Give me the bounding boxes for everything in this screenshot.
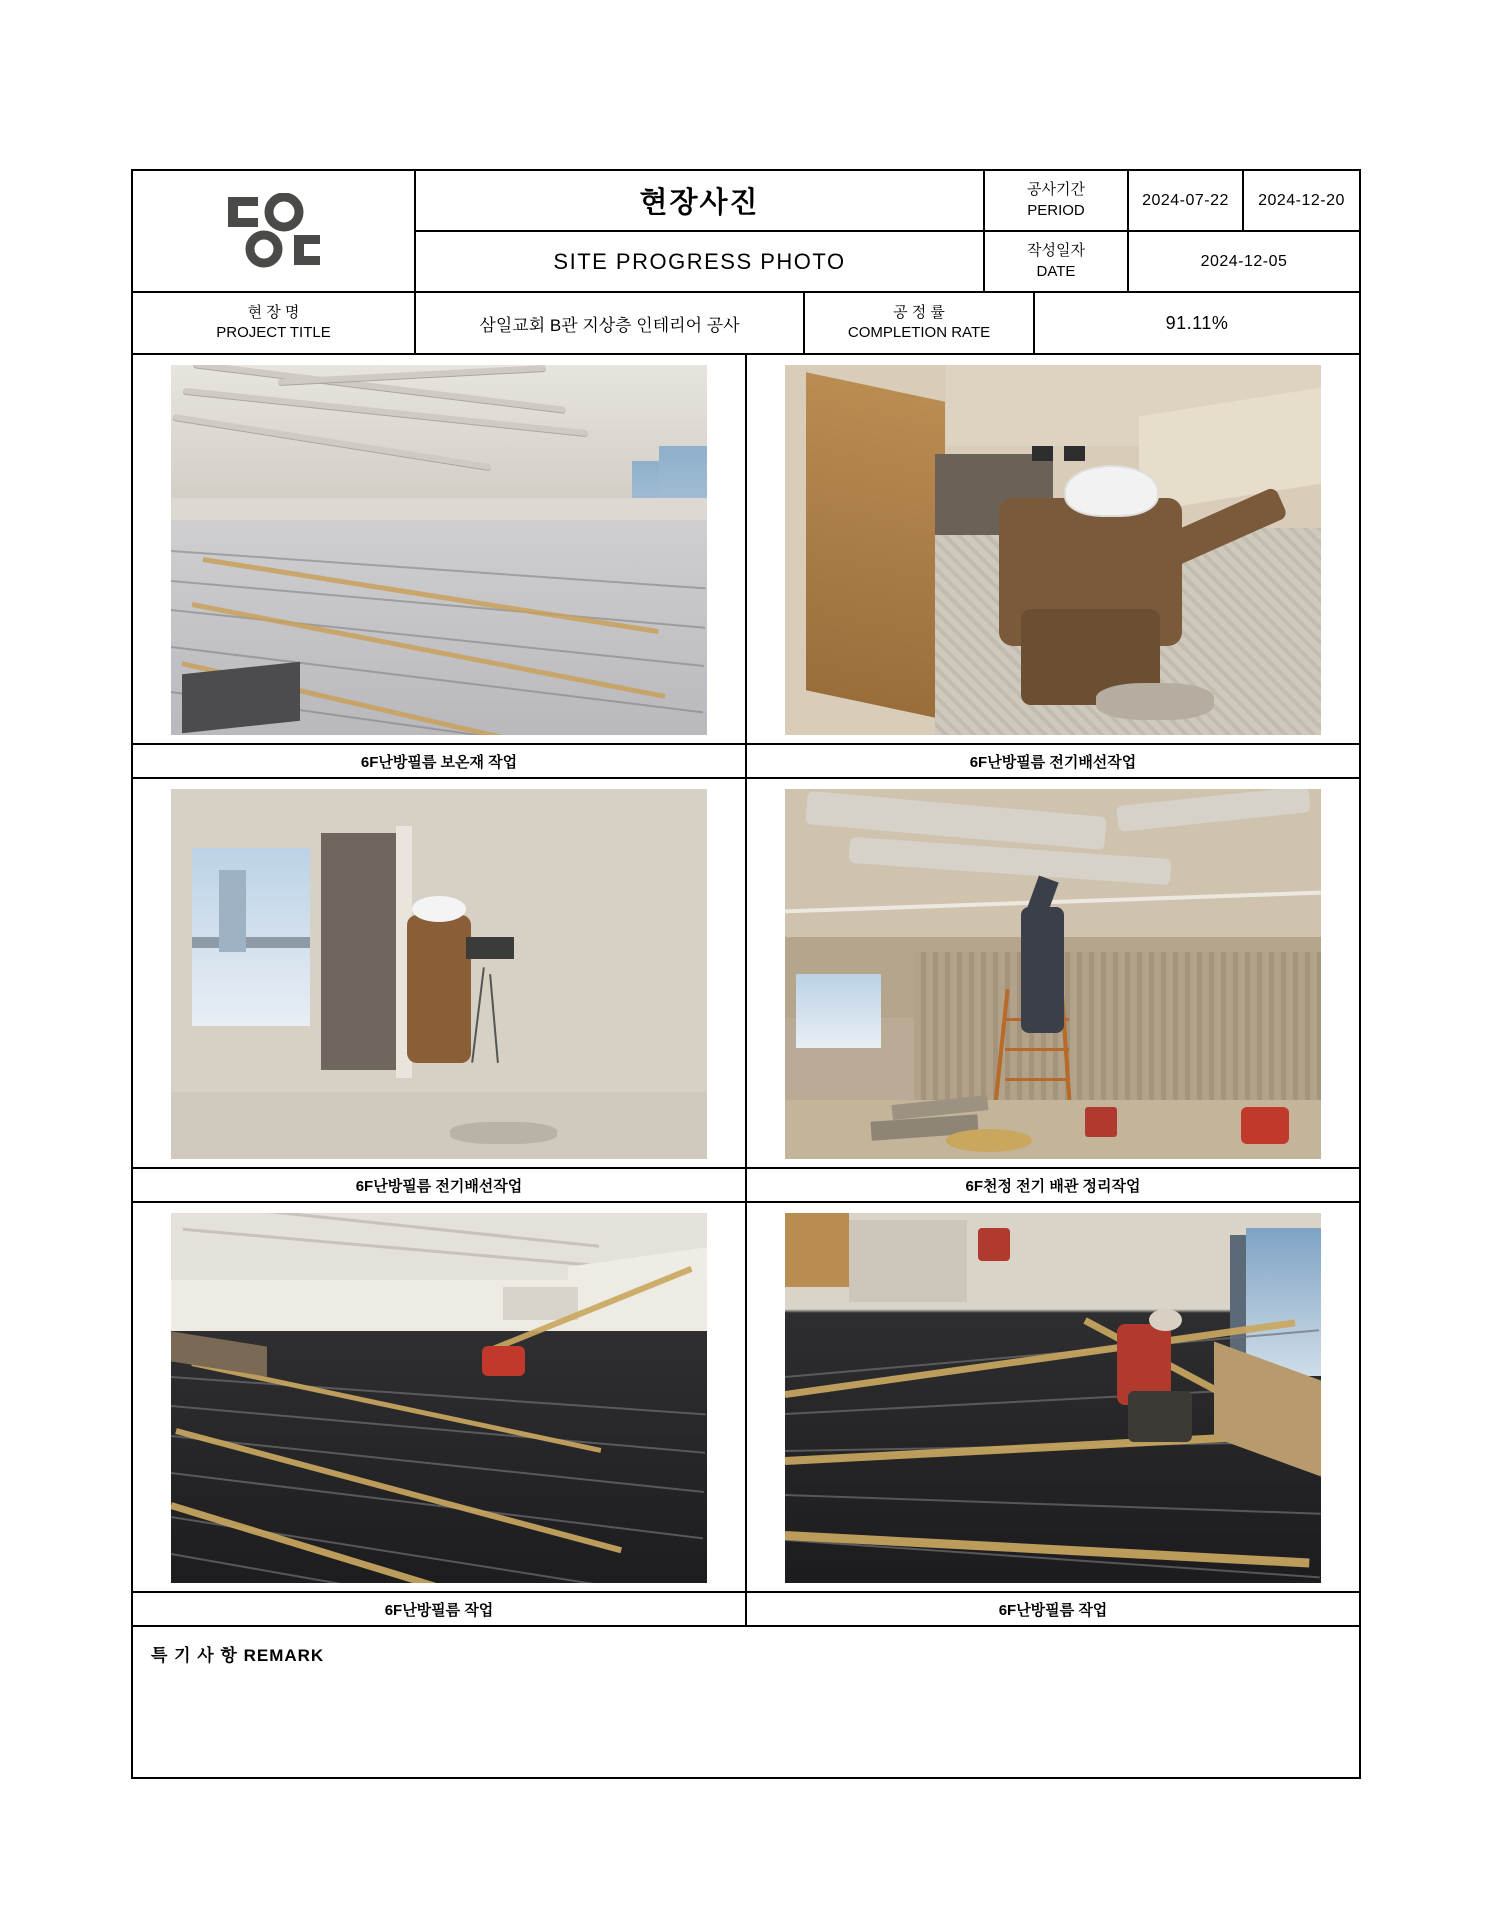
rate-label-ko: 공 정 률 [893, 303, 945, 321]
photo-frame [747, 1203, 1359, 1591]
project-title-value: 삼일교회 B관 지상층 인테리어 공사 [416, 293, 805, 353]
photo-caption: 6F천정 전기 배관 정리작업 [747, 1167, 1359, 1201]
photo-row [133, 779, 1359, 1203]
date-label [985, 232, 1129, 291]
photo-cell [747, 779, 1359, 1201]
period-label-en: PERIOD [1027, 201, 1085, 219]
company-logo-icon [222, 193, 326, 269]
project-label-en: PROJECT TITLE [216, 324, 331, 341]
period-end-value: 2024-12-20 [1258, 191, 1345, 209]
photo-grid [133, 355, 1359, 1627]
photo-cell [747, 355, 1359, 777]
header-title-row [416, 171, 1359, 232]
project-title-label [133, 293, 416, 353]
report-header [133, 171, 1359, 293]
logo-cell [133, 171, 416, 291]
remark-label: 특 기 사 항 REMARK [151, 1646, 325, 1665]
worker-door-electrical-panel-photo [171, 789, 707, 1159]
remark-section [133, 1627, 1359, 1777]
completion-rate-label [805, 293, 1035, 353]
period-label [985, 171, 1129, 230]
date-value: 2024-12-05 [1200, 252, 1288, 270]
photo-frame [133, 779, 745, 1167]
report-title-en: SITE PROGRESS PHOTO [553, 248, 846, 274]
title-en-cell [416, 232, 985, 291]
photo-frame [747, 355, 1359, 743]
report-title-ko: 현장사진 [639, 187, 760, 219]
photo-frame [133, 1203, 745, 1591]
period-label-ko: 공사기간 [1027, 181, 1085, 199]
heating-film-worker-kneeling-photo [785, 1213, 1321, 1583]
worker-ladder-ceiling-conduit-photo [785, 789, 1321, 1159]
photo-cell [747, 1203, 1359, 1625]
period-start-value: 2024-07-22 [1129, 171, 1244, 230]
photo-frame [747, 779, 1359, 1167]
photo-caption: 6F난방필름 전기배선작업 [133, 1167, 745, 1201]
project-row [133, 293, 1359, 355]
photo-row [133, 1203, 1359, 1627]
worker-marble-ledge-wiring-photo [785, 365, 1321, 735]
completion-rate-value: 91.11% [1165, 312, 1229, 333]
title-ko-cell [416, 171, 985, 230]
header-main [416, 171, 1359, 291]
date-label-en: DATE [1036, 262, 1076, 280]
heating-film-room-wide-photo [171, 1213, 707, 1583]
empty-floor-insulation-photo [171, 365, 707, 735]
photo-cell [133, 779, 747, 1201]
header-subtitle-row [416, 232, 1359, 291]
photo-caption: 6F난방필름 작업 [747, 1591, 1359, 1625]
photo-cell [133, 1203, 747, 1625]
photo-frame [133, 355, 745, 743]
project-label-ko: 현 장 명 [247, 303, 300, 321]
report-sheet [131, 169, 1361, 1779]
date-label-ko: 작성일자 [1027, 242, 1085, 260]
photo-caption: 6F난방필름 작업 [133, 1591, 745, 1625]
photo-row [133, 355, 1359, 779]
photo-caption: 6F난방필름 보온재 작업 [133, 743, 745, 777]
photo-caption: 6F난방필름 전기배선작업 [747, 743, 1359, 777]
photo-cell [133, 355, 747, 777]
rate-label-en: COMPLETION RATE [847, 324, 991, 341]
